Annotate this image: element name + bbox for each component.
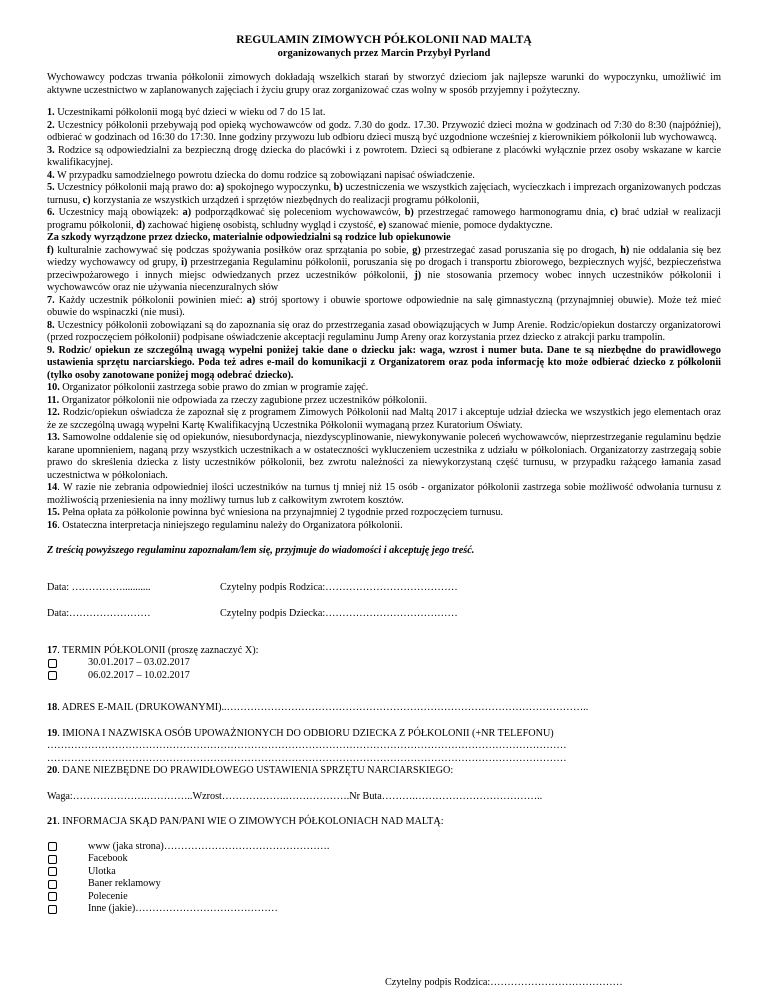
term-options: [47, 657, 721, 682]
question-number: 18: [47, 702, 58, 713]
rule-5: [47, 182, 721, 207]
rule-text: kulturalnie zachowywać się podczas spożywania posiłków oraz sprzątania po sobie,: [53, 244, 413, 256]
rule-text: strój sportowy i obuwie sportowe odpowiednie na salę gimnastyczną (przynajmniej obuwie). Może też mieć obuwie do wspinaczki (nie musi).: [47, 294, 721, 318]
source-option[interactable]: [47, 903, 721, 916]
item-letter: f): [47, 244, 54, 256]
option-label: Ulotka: [88, 865, 116, 877]
item-letter: i): [181, 257, 188, 268]
item-letter: a): [246, 294, 256, 306]
rule-8: [47, 320, 721, 345]
item-letter: c): [82, 194, 91, 206]
question-label[interactable]: . ADRES E-MAIL (DRUKOWANYMI)..……………………………………………………………………………………………..: [57, 702, 589, 713]
document-subtitle: organizowanych przez Marcin Przybył Pyrland: [277, 48, 491, 59]
rule-15: [47, 507, 721, 520]
rule-text: nie stosowania przemocy wobec innych uczestników półkolonii i wychowawców oraz nie używania niecenzuralnych słów: [47, 269, 721, 293]
rule-number: 1.: [47, 107, 55, 118]
rule-text: Uczestnicy półkolonii zobowiązani są do zapoznania się oraz do przestrzegania zasad obowiązujących w Jump Arenie. Rodzic/opiekun dostarczy organizatorowi (przed rozpoczęciem półkolonii) podpisane oświadczenie akceptacji regulaminu Jump Areny oraz korzystania przez dziecko z atrakcji parku trampolin.: [47, 319, 721, 343]
rule-6: [47, 207, 721, 232]
question-label: . TERMIN PÓŁKOLONII (proszę zaznaczyć X):: [57, 644, 259, 656]
rule-number: 14: [47, 482, 58, 493]
rule-number: 10.: [47, 382, 60, 393]
rule-text: przestrzegać zasad poruszania się po drogach,: [420, 244, 621, 256]
rule-13: [47, 432, 721, 482]
rule-1: [47, 107, 721, 120]
rule-text: Uczestnicy mają obowiązek:: [54, 207, 183, 218]
source-options: [47, 841, 721, 916]
rule-text: przestrzegania Regulaminu półkolonii, poruszania się po drogach i transportu zbiorowego, bezpiecznych wyjść, bezpieczeństwa przeciwpożarowego i innych miejsc odwiedzanych przez uczestników półkolonii,: [47, 257, 721, 281]
checkbox[interactable]: [48, 842, 57, 851]
rule-text: Organizator półkolonii zastrzega sobie prawo do zmian w programie zajęć.: [59, 382, 369, 393]
rule-text: korzystania ze wszystkich urządzeń i sprzętów niezbędnych do realizacji programu półkolonii,: [90, 194, 480, 206]
rule-text: W przypadku samodzielnego powrotu dziecka do domu rodzice są zobowiązani napisać oświadczenie.: [54, 169, 475, 181]
rule-number: 6.: [47, 207, 55, 218]
rule-text: Organizator półkolonii nie odpowiada za rzeczy zagubione przez uczestników półkolonii.: [59, 394, 428, 406]
rule-text: . Ostateczna interpretacja niniejszego regulaminu należy do Organizatora półkolonii.: [57, 519, 403, 531]
question-number: 19: [47, 727, 58, 739]
source-option[interactable]: [47, 878, 721, 891]
rule-text: brać udział w realizacji programu półkolonii,: [47, 207, 722, 231]
rule-7: [47, 295, 721, 320]
source-option[interactable]: [47, 841, 721, 854]
child-signature-field[interactable]: Czytelny podpis Dziecka:…………………………………: [220, 608, 458, 619]
question-18: [47, 702, 721, 715]
rule-text: Samowolne oddalenie się od opiekunów, niesubordynacja, niezdyscyplinowanie, niewykonywanie poleceń wychowawców, nieprzestrzeganie regulaminu będzie karane upomnieniem, naganą przy wszystkich uczestnikach a w ostateczności wykluczeniem uczestnika z udziału w półkoloniach. Organizatorzy zastrzegają sobie prawo do skreślenia dziecka z listy uczestników półkolonii, bez zwrotu należności za niewykorzystaną część turnusu, w przypadku rażącego łamania zasad uczestnictwa w półkoloniach.: [47, 432, 721, 481]
rule-text: spokojnego wypoczynku,: [224, 182, 334, 193]
rule-text: Rodzic/opiekun oświadcza że zapoznał się z programem Zimowych Półkolonii nad Maltą 2017 i akceptuje udział dziecka we wszystkich jego elementach oraz że ze szczególną uwagą wypełni Kartę Kwalifikacyjną Uczestnika Półkolonii wymaganą przez Kuratorium Oświaty.: [47, 407, 721, 431]
rule-number: 16: [47, 519, 58, 531]
item-letter: j): [414, 269, 422, 281]
rule-number: 8.: [47, 319, 55, 331]
rule-text: szanować mienie, pomoce dydaktyczne.: [386, 219, 553, 231]
document-body: [47, 72, 721, 916]
question-17: [47, 645, 721, 658]
rule-2: [47, 120, 721, 145]
rule-number: 12.: [47, 407, 60, 418]
question-label: . INFORMACJA SKĄD PAN/PANI WIE O ZIMOWYCH PÓŁKOLONIACH NAD MALTĄ:: [57, 816, 444, 827]
item-letter: g): [412, 244, 421, 256]
rule-number: 4.: [47, 169, 55, 181]
source-option[interactable]: [47, 853, 721, 866]
question-number: 21: [47, 816, 58, 827]
question-number: 20: [47, 765, 58, 776]
term-option[interactable]: [47, 670, 721, 683]
rule-4: [47, 170, 721, 183]
question-19: [47, 728, 721, 741]
rule-10: [47, 382, 721, 395]
item-letter: a): [215, 182, 225, 193]
option-label: Baner reklamowy: [88, 878, 161, 889]
item-letter: a): [182, 207, 192, 218]
parent-signature-field[interactable]: Czytelny podpis Rodzica:…………………………………: [220, 581, 458, 593]
option-label: 06.02.2017 – 10.02.2017: [88, 669, 190, 681]
rule-number: 3.: [47, 144, 55, 156]
rule-number: 9.: [47, 344, 55, 356]
checkbox[interactable]: [48, 867, 57, 876]
authorized-persons-line[interactable]: ………………………………………………………………………………………………………………………………………: [47, 740, 567, 751]
rule-11: [47, 395, 721, 408]
rule-number: 13.: [47, 432, 60, 443]
item-letter: e): [378, 219, 387, 231]
rule-text: Rodzic/ opiekun ze szczególną uwagą wypełni poniżej takie dane o dziecku jak: waga, wzrost i numer buta. Dane te są niezbędne do prawidłowego ustawienia sprzętu narciarskiego. Poda też adres e-mail do komunikacji z Organizatorem oraz poda informację kto może odbierać dziecko z półkolonii (tylko osoby zanotowane poniżej mogą odebrać dziecko).: [47, 344, 721, 381]
rule-text: Rodzice są odpowiedzialni za bezpieczną drogę dziecka do placówki i z powrotem. Dzieci są odbierane z placówki wyłącznie przez osoby wskazane w karcie kwalifikacyjnej.: [47, 144, 721, 168]
acceptance-statement: Z treścią powyższego regulaminu zapoznałam/lem się, przyjmuje do wiadomości i akceptuję jego treść.: [47, 545, 475, 556]
item-letter: b): [333, 182, 343, 193]
rule-9: [47, 345, 721, 383]
rule-text: Każdy uczestnik półkolonii powinien mieć:: [54, 294, 247, 306]
option-label: 30.01.2017 – 03.02.2017: [88, 657, 190, 668]
source-option[interactable]: [47, 866, 721, 879]
ski-equipment-line[interactable]: Waga:………………….…………..Wzrost……………….……………….Nr Buta……….………………………………..: [47, 790, 543, 802]
rule-number: 11.: [47, 394, 60, 406]
checkbox[interactable]: [48, 855, 57, 864]
rule-text: . W razie nie zebrania odpowiedniej ilości uczestników na turnus tj mniej niż 15 osób - organizator półkolonii zastrzega sobie możliwość odwołania turnusu z możliwością przeniesienia na inny możliwy turnus lub z całkowitym zwrotem kosztów.: [47, 482, 721, 506]
option-label: www (jaka strona)………………………………………….: [88, 840, 330, 852]
signature-row-child: [47, 608, 721, 621]
rule-number: 15.: [47, 507, 60, 518]
rule-3: [47, 145, 721, 170]
question-label: . DANE NIEZBĘDNE DO PRAWIDŁOWEGO USTAWIENIA SPRZĘTU NARCIARSKIEGO:: [57, 765, 454, 776]
checkbox[interactable]: [48, 671, 57, 680]
question-21: [47, 816, 721, 829]
rule-14: [47, 482, 721, 507]
question-number: 17: [47, 644, 58, 656]
rule-6-continued: [47, 245, 721, 295]
rule-16: [47, 520, 721, 533]
rule-text: podporządkować się poleceniom wychowawców,: [191, 207, 405, 218]
item-letter: b): [404, 207, 414, 218]
damage-liability-note: Za szkody wyrządzone przez dziecko, materialnie odpowiedzialni są rodzice lub opiekunowie: [47, 232, 451, 243]
question-20: [47, 765, 721, 778]
rule-text: nie oddalania się bez wiedzy wychowawcy od grupy,: [47, 244, 721, 268]
intro-paragraph: Wychowawcy podczas trwania półkolonii zimowych dokładają wszelkich starań by stworzyć dzieciom jak najlepsze warunki do wypoczynku, umożliwić im aktywne uczestnictwo w zaplanowanych zajęciach i życiu grupy oraz zorganizować czas wolny w sposób przyjemny i pożyteczny.: [47, 72, 721, 96]
final-parent-signature-field[interactable]: Czytelny podpis Rodzica:…………………………………: [385, 977, 623, 988]
rule-text: Uczestnikami półkolonii mogą być dzieci w wieku od 7 do 15 lat.: [54, 107, 326, 118]
rule-text: uczestniczenia we wszystkich zajęciach, wycieczkach i imprezach organizowanych podczas turnusu,: [47, 182, 721, 206]
checkbox[interactable]: [48, 892, 57, 901]
rule-text: Pełna opłata za półkolonie powinna być wniesiona na przynajmniej 2 tygodnie przed rozpoczęciem turnusu.: [59, 507, 504, 518]
rule-number: 2.: [47, 119, 55, 131]
checkbox[interactable]: [48, 659, 57, 668]
option-label: Facebook: [88, 853, 128, 864]
question-label: . IMIONA I NAZWISKA OSÓB UPOWAŻNIONYCH DO ODBIORU DZIECKA Z PÓŁKOLONII (+NR TELEFONU): [57, 727, 554, 739]
option-label: Inne (jakie)……………………………………: [88, 903, 278, 914]
rule-text: Uczestnicy półkolonii przebywają pod opieką wychowawców od godz. 7.30 do godz. 17.30. Przywozić dzieci można w godzinach od 7:30 do 8:30 (najpóźniej), odbierać w godzinach od 16:30 do 17:30. Inne godziny przywozu lub odbioru dzieci muszą być uzgodnione wcześniej z kierownikiem półkolonii lub wychowawcą.: [47, 119, 721, 143]
item-letter: h): [620, 244, 630, 256]
authorized-persons-line[interactable]: ………………………………………………………………………………………………………………………………………: [47, 752, 567, 764]
rule-text: przestrzegać ramowego harmonogramu dnia,: [413, 207, 611, 218]
rule-12: [47, 407, 721, 432]
signature-row-parent: [47, 582, 721, 595]
document-title: REGULAMIN ZIMOWYCH PÓŁKOLONII NAD MALTĄ: [236, 34, 532, 46]
rule-number: 5.: [47, 182, 55, 193]
option-label: Polecenie: [88, 890, 128, 902]
source-option[interactable]: [47, 891, 721, 904]
term-option[interactable]: [47, 657, 721, 670]
rule-text: zachować higienę osobistą, schludny wygląd i czystość,: [145, 219, 379, 231]
checkbox[interactable]: [48, 880, 57, 889]
item-letter: c): [610, 207, 618, 218]
rule-text: Uczestnicy półkolonii mają prawo do:: [54, 182, 216, 193]
checkbox[interactable]: [48, 905, 57, 914]
date-field[interactable]: Data: ……………...........: [47, 581, 151, 593]
item-letter: d): [136, 219, 146, 231]
date-field[interactable]: Data:……………………: [47, 608, 151, 619]
rule-number: 7.: [47, 294, 55, 306]
